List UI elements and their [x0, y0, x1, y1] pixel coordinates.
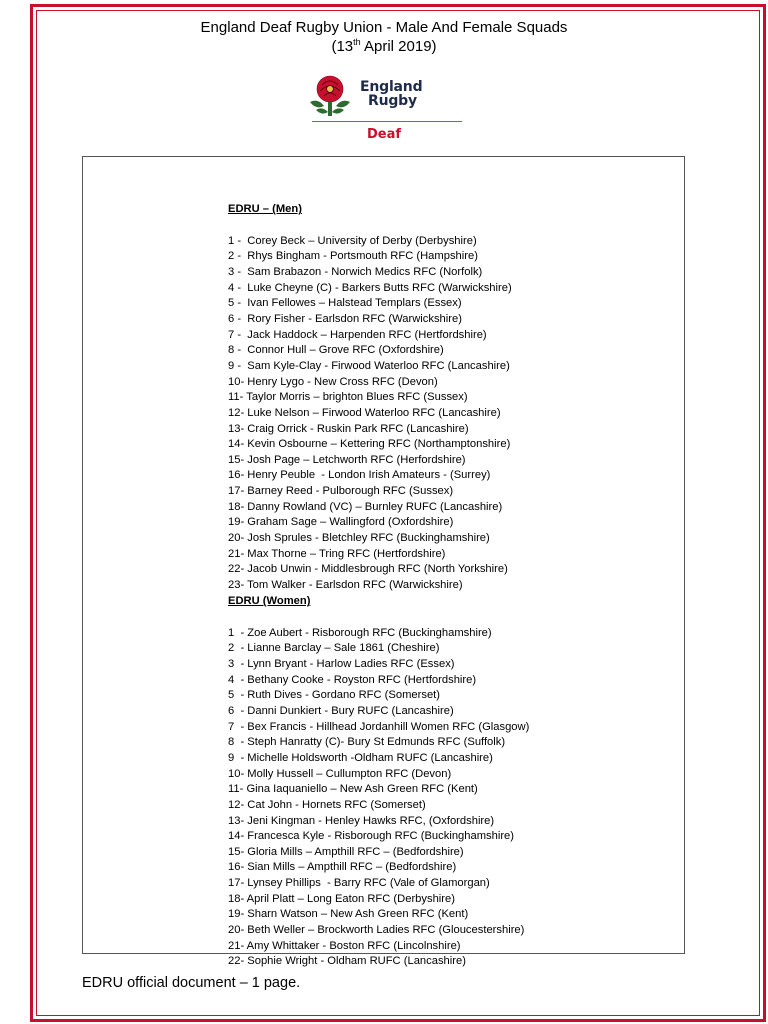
player-entry: 1 - Zoe Aubert - Risborough RFC (Buckinghamshire) — [228, 626, 492, 639]
player-entry: 8 - Connor Hull – Grove RFC (Oxfordshire) — [228, 344, 444, 357]
women-squad-heading: EDRU (Women) — [228, 595, 311, 608]
player-entry: 20- Josh Sprules - Bletchley RFC (Buckinghamshire) — [228, 532, 490, 545]
player-entry: 11- Gina Iaquaniello – New Ash Green RFC (Kent) — [228, 783, 478, 796]
player-entry: 13- Craig Orrick - Ruskin Park RFC (Lancashire) — [228, 422, 469, 435]
player-entry: 17- Lynsey Phillips - Barry RFC (Vale of Glamorgan) — [228, 877, 490, 890]
men-squad-heading: EDRU – (Men) — [228, 203, 302, 216]
player-entry: 14- Kevin Osbourne – Kettering RFC (Northamptonshire) — [228, 438, 511, 451]
player-entry: 8 - Steph Hanratty (C)- Bury St Edmunds RFC (Suffolk) — [228, 736, 506, 749]
footer-note: EDRU official document – 1 page. — [82, 975, 301, 991]
player-entry: 12- Luke Nelson – Firwood Waterloo RFC (Lancashire) — [228, 406, 501, 419]
player-entry: 10- Molly Hussell – Cullumpton RFC (Devon) — [228, 767, 452, 780]
player-entry: 23- Tom Walker - Earlsdon RFC (Warwickshire) — [228, 579, 463, 592]
player-entry: 22- Jacob Unwin - Middlesbrough RFC (North Yorkshire) — [228, 563, 508, 576]
player-entry: 9 - Sam Kyle-Clay - Firwood Waterloo RFC (Lancashire) — [228, 359, 510, 372]
logo-text-rugby: Rugby — [368, 93, 417, 109]
player-entry: 19- Graham Sage – Wallingford (Oxfordshire) — [228, 516, 454, 529]
player-entry: 2 - Lianne Barclay – Sale 1861 (Cheshire) — [228, 642, 440, 655]
player-entry: 21- Max Thorne – Tring RFC (Hertfordshire) — [228, 547, 446, 560]
document-date: (13th April 2019) — [331, 37, 437, 55]
document-title: England Deaf Rugby Union - Male And Female Squads — [200, 19, 568, 36]
logo-text-deaf: Deaf — [366, 127, 402, 142]
player-entry: 7 - Jack Haddock – Harpenden RFC (Hertfordshire) — [228, 328, 487, 341]
player-entry: 2 - Rhys Bingham - Portsmouth RFC (Hampshire) — [228, 250, 478, 263]
player-entry: 14- Francesca Kyle - Risborough RFC (Buckinghamshire) — [228, 830, 515, 843]
player-entry: 16- Henry Peuble - London Irish Amateurs - (Surrey) — [228, 469, 491, 482]
player-entry: 9 - Michelle Holdsworth -Oldham RUFC (Lancashire) — [228, 751, 493, 764]
logo-divider — [312, 121, 462, 122]
player-entry: 13- Jeni Kingman - Henley Hawks RFC, (Oxfordshire) — [228, 814, 495, 827]
women-squad-list — [228, 563, 529, 970]
player-entry: 3 - Sam Brabazon - Norwich Medics RFC (Norfolk) — [228, 265, 483, 278]
player-entry: 17- Barney Reed - Pulborough RFC (Sussex) — [228, 485, 454, 498]
player-entry: 21- Amy Whittaker - Boston RFC (Lincolnshire) — [228, 939, 461, 952]
player-entry: 11- Taylor Morris – brighton Blues RFC (Sussex) — [228, 391, 468, 404]
player-entry: 5 - Ruth Dives - Gordano RFC (Somerset) — [228, 689, 440, 702]
player-entry: 6 - Rory Fisher - Earlsdon RFC (Warwickshire) — [228, 312, 462, 325]
player-entry: 12- Cat John - Hornets RFC (Somerset) — [228, 798, 426, 811]
men-squad-list — [228, 171, 512, 594]
player-entry: 15- Josh Page – Letchworth RFC (Herfordshire) — [228, 453, 466, 466]
player-entry: 4 - Bethany Cooke - Royston RFC (Hertfordshire) — [228, 673, 477, 686]
player-entry: 20- Beth Weller – Brockworth Ladies RFC (Gloucestershire) — [228, 924, 525, 937]
player-entry: 7 - Bex Francis - Hillhead Jordanhill Women RFC (Glasgow) — [228, 720, 530, 733]
player-entry: 18- April Platt – Long Eaton RFC (Derbyshire) — [228, 892, 455, 905]
logo-text-england: England — [360, 79, 423, 95]
england-rugby-deaf-logo — [302, 72, 466, 146]
player-entry: 1 - Corey Beck – University of Derby (Derbyshire) — [228, 234, 477, 247]
player-entry: 3 - Lynn Bryant - Harlow Ladies RFC (Essex) — [228, 657, 455, 670]
player-entry: 18- Danny Rowland (VC) – Burnley RUFC (Lancashire) — [228, 500, 503, 513]
player-entry: 5 - Ivan Fellowes – Halstead Templars (Essex) — [228, 297, 462, 310]
player-entry: 6 - Danni Dunkiert - Bury RUFC (Lancashire) — [228, 704, 454, 717]
player-entry: 22- Sophie Wright - Oldham RUFC (Lancashire) — [228, 955, 466, 968]
player-entry: 16- Sian Mills – Ampthill RFC – (Bedfordshire) — [228, 861, 457, 874]
player-entry: 19- Sharn Watson – New Ash Green RFC (Kent) — [228, 908, 469, 921]
player-entry: 4 - Luke Cheyne (C) - Barkers Butts RFC (Warwickshire) — [228, 281, 512, 294]
player-entry: 15- Gloria Mills – Ampthill RFC – (Bedfordshire) — [228, 845, 464, 858]
red-rose-icon — [302, 72, 360, 118]
player-entry: 10- Henry Lygo - New Cross RFC (Devon) — [228, 375, 438, 388]
